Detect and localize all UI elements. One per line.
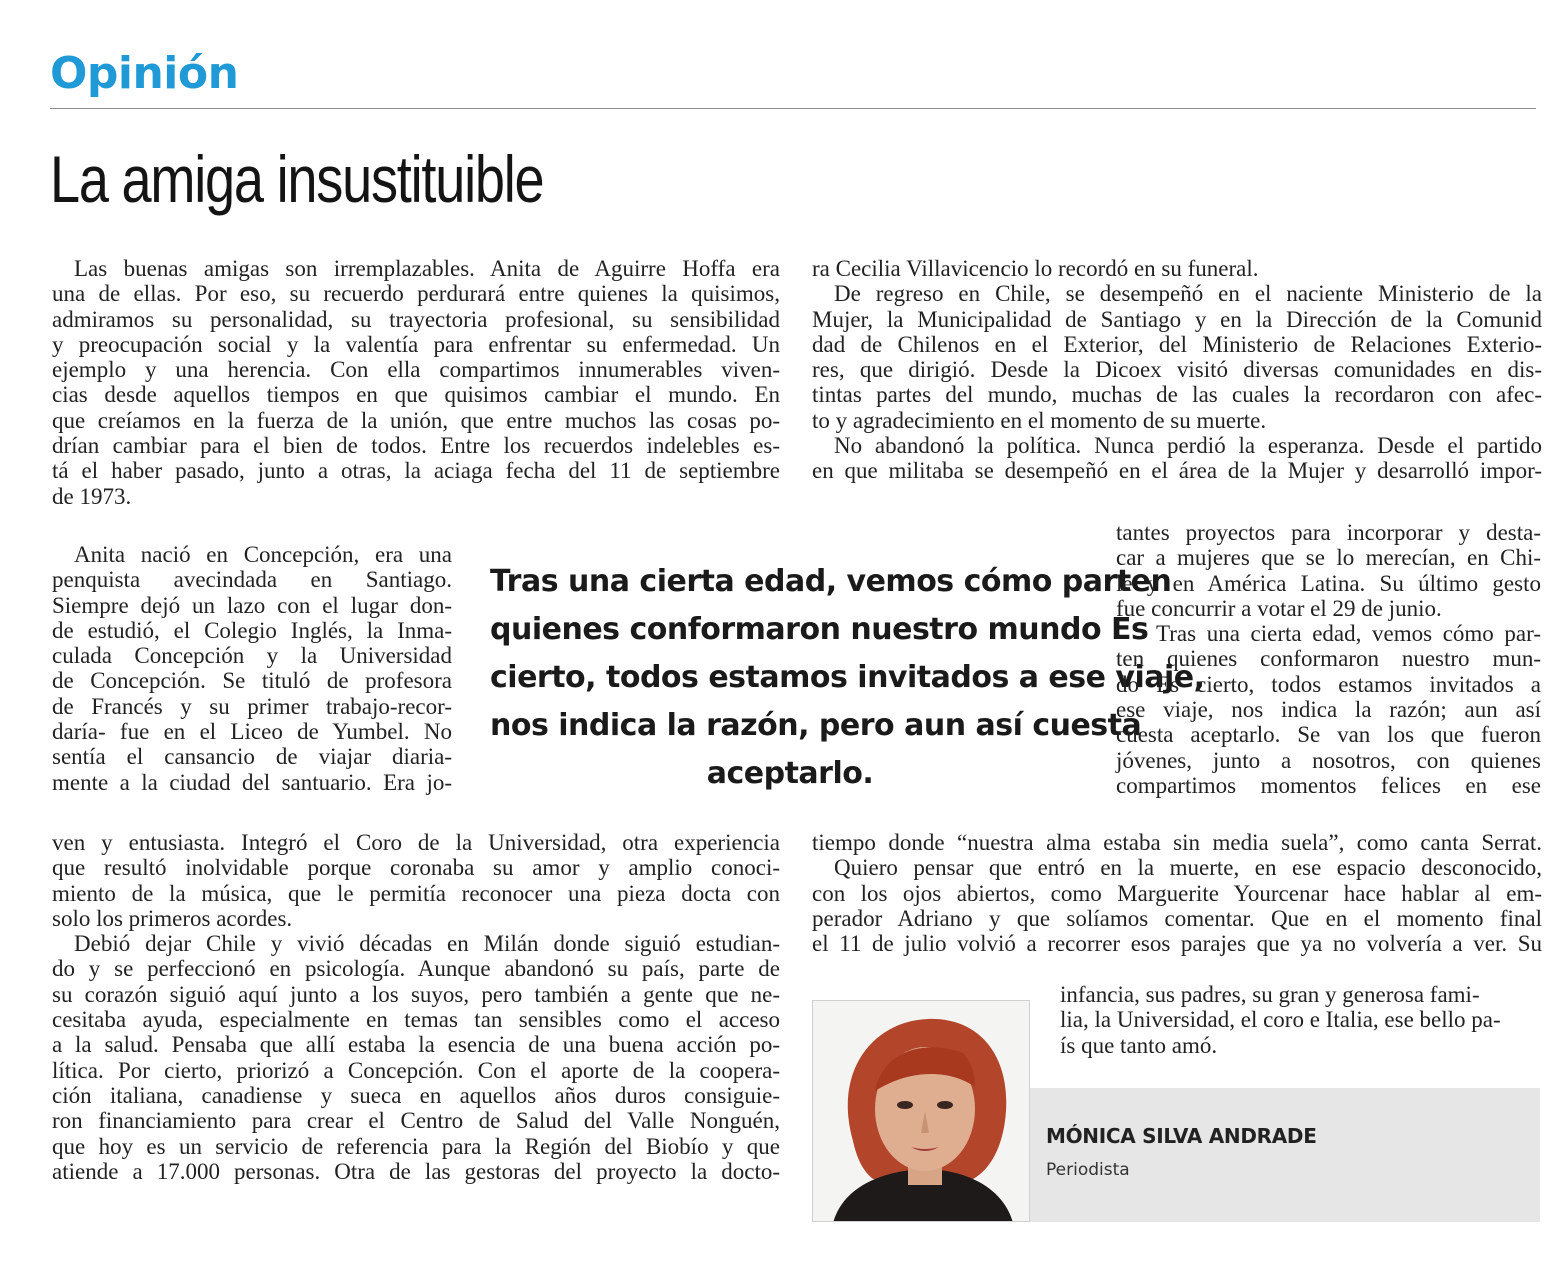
body-line: Mujer, la Municipalidad de Santiago y en la Dirección de la Comunid <box>812 306 1542 332</box>
body-line: dad de Chilenos en el Exterior, del Ministerio de Relaciones Exterio- <box>812 331 1542 357</box>
body-line: de Concepción. Se tituló de profesora <box>52 668 452 694</box>
body-line: en que militaba se desempeñó en el área de la Mujer y desarrolló impor- <box>812 458 1542 484</box>
body-line: car a mujeres que se lo merecían, en Chi- <box>1116 545 1541 571</box>
column-2-narrow <box>1116 520 1541 798</box>
body-line: ten quienes conformaron nuestro mun- <box>1116 646 1541 672</box>
body-line: su corazón siguió aquí junto a los suyos, pero también a gente que ne- <box>52 981 780 1007</box>
body-line: drían cambiar para el bien de todos. Entre los recuerdos indelebles es- <box>52 433 780 459</box>
column-2-closing <box>1060 982 1501 1058</box>
body-line: fue concurrir a votar el 29 de junio. <box>1116 595 1442 621</box>
body-line: que creíamos en la fuerza de la unión, que entre muchos las cosas po- <box>52 407 780 433</box>
pull-quote-line: quienes conformaron nuestro mundo Es <box>490 612 1149 647</box>
body-line: ven y entusiasta. Integró el Coro de la Universidad, otra experiencia <box>52 830 780 855</box>
pull-quote-line: Tras una cierta edad, vemos cómo parten <box>490 564 1172 599</box>
pull-quote-line: nos indica la razón, pero aun así cuesta <box>490 708 1142 743</box>
section-label: Opinión <box>50 48 239 99</box>
body-line: tantes proyectos para incorporar y desta- <box>1116 520 1541 545</box>
body-line: ese viaje, nos indica la razón; aun así <box>1116 697 1541 723</box>
body-line: lítica. Por cierto, priorizó a Concepción. Con el aporte de la coopera- <box>52 1057 780 1083</box>
column-1-top <box>52 256 780 509</box>
body-line: ron financiamiento para crear el Centro de Salud del Valle Nonguén, <box>52 1108 780 1134</box>
body-line: atiende a 17.000 personas. Otra de las gestoras del proyecto la docto- <box>52 1158 780 1184</box>
body-line: mente a la ciudad del santuario. Era jo- <box>52 769 452 795</box>
body-line: con los ojos abiertos, como Marguerite Yourcenar hace hablar al em- <box>812 880 1542 906</box>
author-photo <box>812 1000 1030 1222</box>
body-line: y preocupación social y la valentía para enfrentar su enfermedad. Un <box>52 331 780 357</box>
body-line: le y en América Latina. Su último gesto <box>1116 570 1541 596</box>
author-role: Periodista <box>1046 1160 1130 1180</box>
author-name: MÓNICA SILVA ANDRADE <box>1046 1124 1317 1148</box>
body-line: do y se perfeccionó en psicología. Aunque abandonó su país, parte de <box>52 956 780 982</box>
body-line: Debió dejar Chile y vivió décadas en Milán donde siguió estudian- <box>74 931 780 957</box>
body-line: Siempre dejó un lazo con el lugar don- <box>52 592 452 618</box>
body-line: admiramos su personalidad, su trayectoria profesional, su sensibilidad <box>52 306 780 332</box>
section-divider <box>50 108 1536 109</box>
body-line: perador Adriano y que solíamos comentar. Que en el momento final <box>812 905 1542 931</box>
body-line: una de ellas. Por eso, su recuerdo perdurará entre quienes la quisimos, <box>52 281 780 307</box>
body-line: ís que tanto amó. <box>1060 1032 1218 1058</box>
body-line: Las buenas amigas son irremplazables. Anita de Aguirre Hoffa era <box>74 256 780 281</box>
pull-quote-line: cierto, todos estamos invitados a ese viaje, <box>490 660 1205 695</box>
body-line: solo los primeros acordes. <box>52 905 293 931</box>
body-line: De regreso en Chile, se desempeñó en el naciente Ministerio de la <box>834 281 1542 307</box>
body-line: de Francés y su primer trabajo-recor- <box>52 693 452 719</box>
body-line: tá el haber pasado, junto a otras, la aciaga fecha del 11 de septiembre <box>52 458 780 484</box>
body-line: cias desde aquellos tiempos en que quisimos cambiar el mundo. En <box>52 382 780 408</box>
body-line: culada Concepción y la Universidad <box>52 643 452 669</box>
body-line: lia, la Universidad, el coro e Italia, ese bello pa- <box>1060 1007 1501 1033</box>
body-line: de 1973. <box>52 483 132 509</box>
body-line: cuesta aceptarlo. Se van los que fueron <box>1116 722 1541 748</box>
column-2-bottom <box>812 830 1542 956</box>
body-line: ción italiana, canadiense y sueca en aquellos años duros consiguie- <box>52 1082 780 1108</box>
body-line: to y agradecimiento en el momento de su muerte. <box>812 407 1267 433</box>
body-line: ra Cecilia Villavicencio lo recordó en su funeral. <box>812 256 1259 281</box>
body-line: tiempo donde “nuestra alma estaba sin media suela”, como canta Serrat. <box>812 830 1542 855</box>
body-line: ejemplo y una herencia. Con ella compartimos innumerables viven- <box>52 357 780 383</box>
body-line: cesitaba ayuda, especialmente en temas tan sensibles como el acceso <box>52 1007 780 1033</box>
pull-quote-line: aceptarlo. <box>706 756 874 791</box>
portrait-illustration <box>813 1001 1030 1222</box>
body-line: que hoy es un servicio de referencia para la Región del Biobío y que <box>52 1133 780 1159</box>
body-line: Anita nació en Concepción, era una <box>74 542 452 567</box>
body-line: a la salud. Pensaba que allí estaba la esencia de una buena acción po- <box>52 1032 780 1058</box>
body-line: No abandonó la política. Nunca perdió la esperanza. Desde el partido <box>834 433 1542 459</box>
body-line: Tras una cierta edad, vemos cómo par- <box>1156 621 1541 647</box>
body-line: de estudió, el Colegio Inglés, la Inma- <box>52 617 452 643</box>
body-line: miento de la música, que le permitía reconocer una pieza docta con <box>52 880 780 906</box>
body-line: Quiero pensar que entró en la muerte, en ese espacio desconocido, <box>834 855 1542 881</box>
column-1-narrow <box>52 542 452 795</box>
body-line: sentía el cansancio de viajar diaria- <box>52 744 452 770</box>
body-line: infancia, sus padres, su gran y generosa fami- <box>1060 982 1480 1007</box>
column-2-top <box>812 256 1542 484</box>
body-line: daría- fue en el Liceo de Yumbel. No <box>52 719 452 745</box>
body-line: do Es cierto, todos estamos invitados a <box>1116 671 1541 697</box>
body-line: que resultó inolvidable porque coronaba su amor y amplio conoci- <box>52 855 780 881</box>
body-line: compartimos momentos felices en ese <box>1116 772 1541 798</box>
column-1-bottom <box>52 830 780 1184</box>
article-headline: La amiga insustituible <box>50 142 544 216</box>
body-line: res, que dirigió. Desde la Dicoex visitó diversas comunidades en dis- <box>812 357 1542 383</box>
body-line: tintas partes del mundo, muchas de las cuales la recordaron con afec- <box>812 382 1542 408</box>
body-line: penquista avecindada en Santiago. <box>52 567 452 593</box>
pull-quote <box>490 558 1205 798</box>
body-line: jóvenes, junto a nosotros, con quienes <box>1116 747 1541 773</box>
body-line: el 11 de julio volvió a recorrer esos parajes que ya no volvería a ver. Su <box>812 931 1542 957</box>
